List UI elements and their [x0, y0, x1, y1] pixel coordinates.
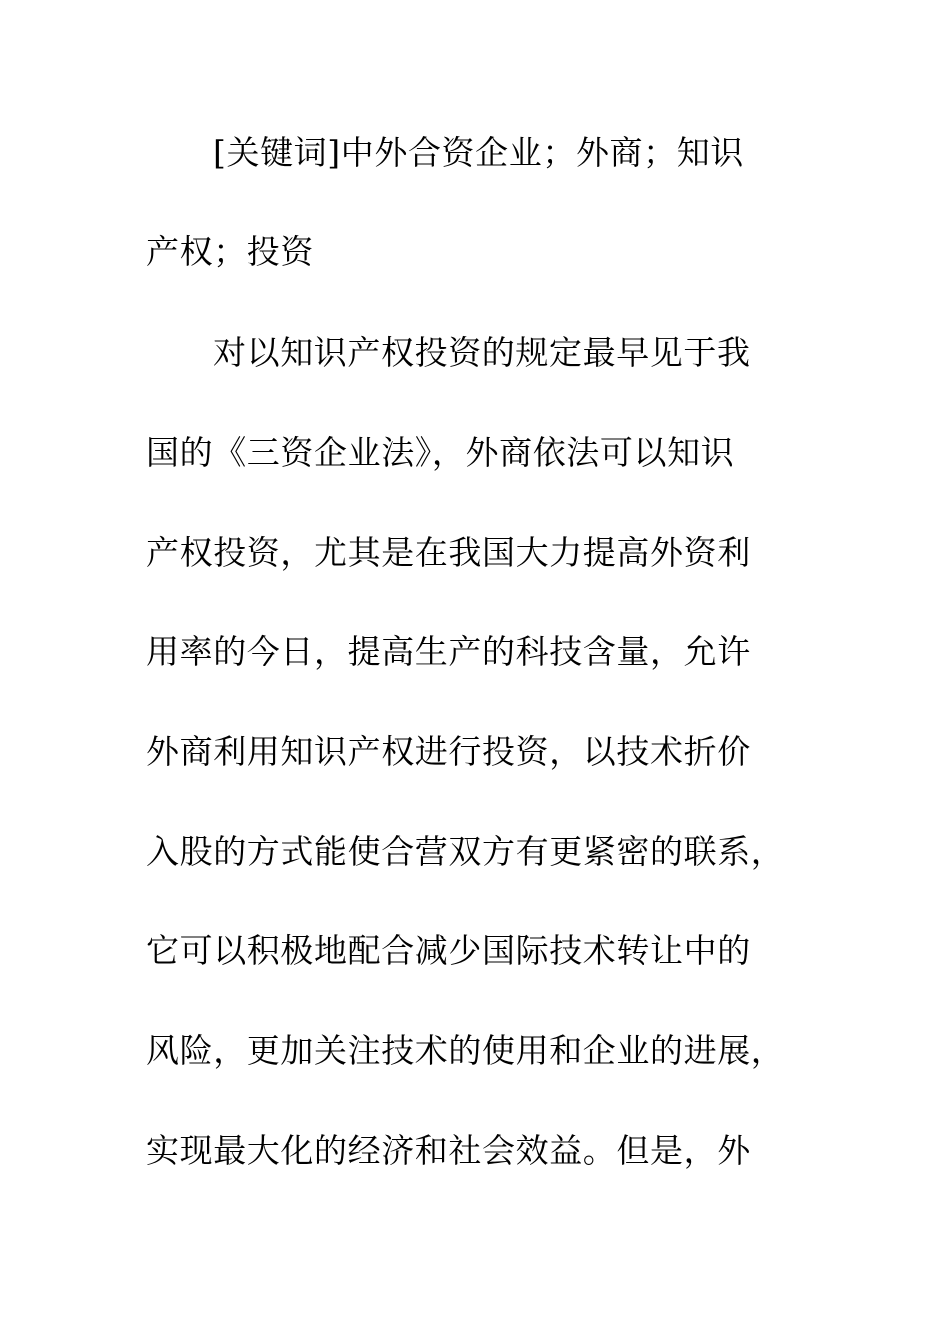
keywords-line-1: [关键词]中外合资企业；外商；知识 — [213, 133, 744, 172]
paragraph-line-1: 对以知识产权投资的规定最早见于我 — [213, 333, 751, 372]
keywords-line-2: 产权；投资 — [146, 232, 314, 271]
paragraph-line-4: 用率的今日，提高生产的科技含量，允许 — [146, 632, 751, 671]
paragraph-line-5: 外商利用知识产权进行投资，以技术折价 — [146, 732, 751, 771]
paragraph-line-9: 实现最大化的经济和社会效益。但是，外 — [146, 1131, 751, 1170]
paragraph-line-6: 入股的方式能使合营双方有更紧密的联系， — [146, 832, 785, 871]
paragraph-line-3: 产权投资，尤其是在我国大力提高外资利 — [146, 533, 751, 572]
paragraph-line-2: 国的《三资企业法》，外商依法可以知识 — [146, 433, 735, 472]
paragraph-line-7: 它可以积极地配合减少国际技术转让中的 — [146, 931, 751, 970]
paragraph-line-8: 风险，更加关注技术的使用和企业的进展， — [146, 1031, 785, 1070]
